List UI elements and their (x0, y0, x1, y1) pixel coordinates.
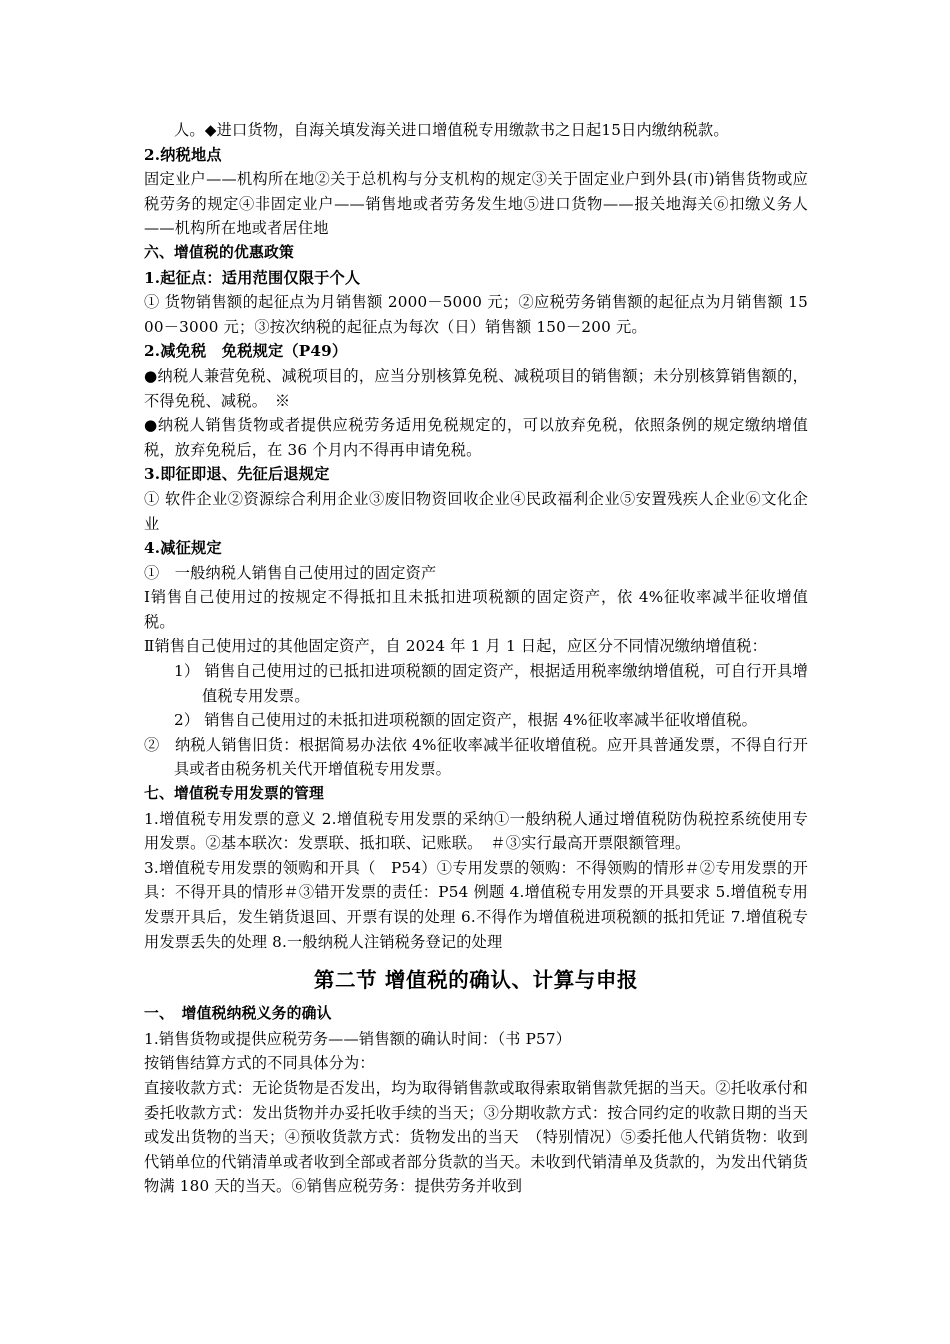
section-title: 第二节 增值税的确认、计算与申报 (313, 968, 639, 993)
heading-tax-place: 2.纳税地点 (144, 145, 222, 164)
paragraph-threshold: ① 货物销售额的起征点为月销售额 2000－5000 元；②应税劳务销售额的起征点为月销售额 1500－3000 元；③按次纳税的起征点为每次（日）销售额 150－200 元。 (144, 293, 808, 336)
paragraph-tax-place: 固定业户——机构所在地②关于总机构与分支机构的规定③关于固定业户到外县(市)销售货物或应税劳务的规定④非固定业户——销售地或者劳务发生地⑤进口货物——报关地海关⑥扣缴义务人 ——机构所在地或者居住地 (144, 170, 808, 238)
heading-preferential-policy: 六、增值税的优惠政策 (144, 243, 294, 261)
paragraph-reduction-6: ② 纳税人销售旧货：根据简易办法依 4%征收率减半征收增值税。应开具普通发票，不得自行开具或者由税务机关代开增值税专用发票。 (144, 735, 808, 779)
paragraph-obligation-1: 1.销售货物或提供应税劳务——销售额的确认时间：（书 P57） (144, 1029, 572, 1048)
heading-reduction: 4.减征规定 (144, 539, 222, 558)
paragraph-reduction-1: ① 一般纳税人销售自己使用过的固定资产 (144, 563, 437, 582)
document-page (144, 118, 808, 1199)
paragraph-exemption-1: ●纳税人兼营免税、减税项目的，应当分别核算免税、减税项目的销售额；未分别核算销售额的，不得免税、减税。 ※ (144, 366, 808, 410)
heading-threshold: 1.起征点：适用范围仅限于个人 (144, 268, 361, 287)
paragraph-reduction-5: 2） 销售自己使用过的未抵扣进项税额的固定资产，根据 4%征收率减半征收增值税。 (174, 711, 757, 730)
heading-obligation: 一、 增值税纳税义务的确认 (144, 1005, 332, 1023)
paragraph-reduction-2: Ⅰ销售自己使用过的按规定不得抵扣且未抵扣进项税额的固定资产，依 4%征收率减半征收增值税。 (144, 588, 808, 631)
paragraph-reduction-3: Ⅱ销售自己使用过的其他固定资产，自 2024 年 1 月 1 日起，应区分不同情况缴纳增值税： (144, 637, 768, 656)
paragraph-invoice-1: 1.增值税专用发票的意义 2.增值税专用发票的采纳①一般纳税人通过增值税防伪税控系统使用专用发票。②基本联次：发票联、抵扣联、记账联。 ＃③实行最高开票限额管理。 (144, 809, 808, 853)
paragraph-invoice-2: 3.增值税专用发票的领购和开具（ P54）①专用发票的领购：不得领购的情形＃②专用发票的开具：不得开具的情形＃③错开发票的责任：P54 例题 4.增值税专用发票的开具要求 5.增值税专用发票开具后，发生销货退回、开票有误的处理 6.不得作为增值税进项税额的抵扣凭证 7.增值税专用发票丢失的处理 8.一般纳税人注销税务登记的处理 (144, 858, 808, 951)
paragraph-reduction-4: 1） 销售自己使用过的已抵扣进项税额的固定资产，根据适用税率缴纳增值税，可自行开具增值税专用发票。 (174, 662, 808, 705)
heading-refund: 3.即征即退、先征后退规定 (144, 465, 330, 484)
paragraph-obligation-2: 按销售结算方式的不同具体分为： (144, 1054, 375, 1073)
paragraph-refund: ① 软件企业②资源综合利用企业③废旧物资回收企业④民政福利企业⑤安置残疾人企业⑥文化企业 (144, 489, 808, 533)
paragraph-obligation-3: 直接收款方式：无论货物是否发出，均为取得销售款或取得索取销售款凭据的当天。②托收承付和委托收款方式：发出货物并办妥托收手续的当天；③分期收款方式：按合同约定的收款日期的当天或发出货物的当天；④预收货款方式：货物发出的当天 （特别情况）⑤委托他人代销货物：收到代销单位的代销清单或者收到全部或者部分货款的当天。未收到代销清单及货款的，为发出代销货物满 180 天的当天。⑥销售应税劳务：提供劳务并收到 (144, 1078, 808, 1196)
paragraph-exemption-2: ●纳税人销售货物或者提供应税劳务适用免税规定的，可以放弃免税，依照条例的规定缴纳增值税，放弃免税后，在 36 个月内不得再申请免税。 (144, 416, 808, 459)
heading-exemption: 2.减免税 免税规定（P49） (144, 342, 348, 361)
heading-invoice-management: 七、增值税专用发票的管理 (144, 785, 324, 803)
paragraph-import-deadline: 人。◆进口货物，自海关填发海关进口增值税专用缴款书之日起15日内缴纳税款。 (174, 121, 729, 139)
